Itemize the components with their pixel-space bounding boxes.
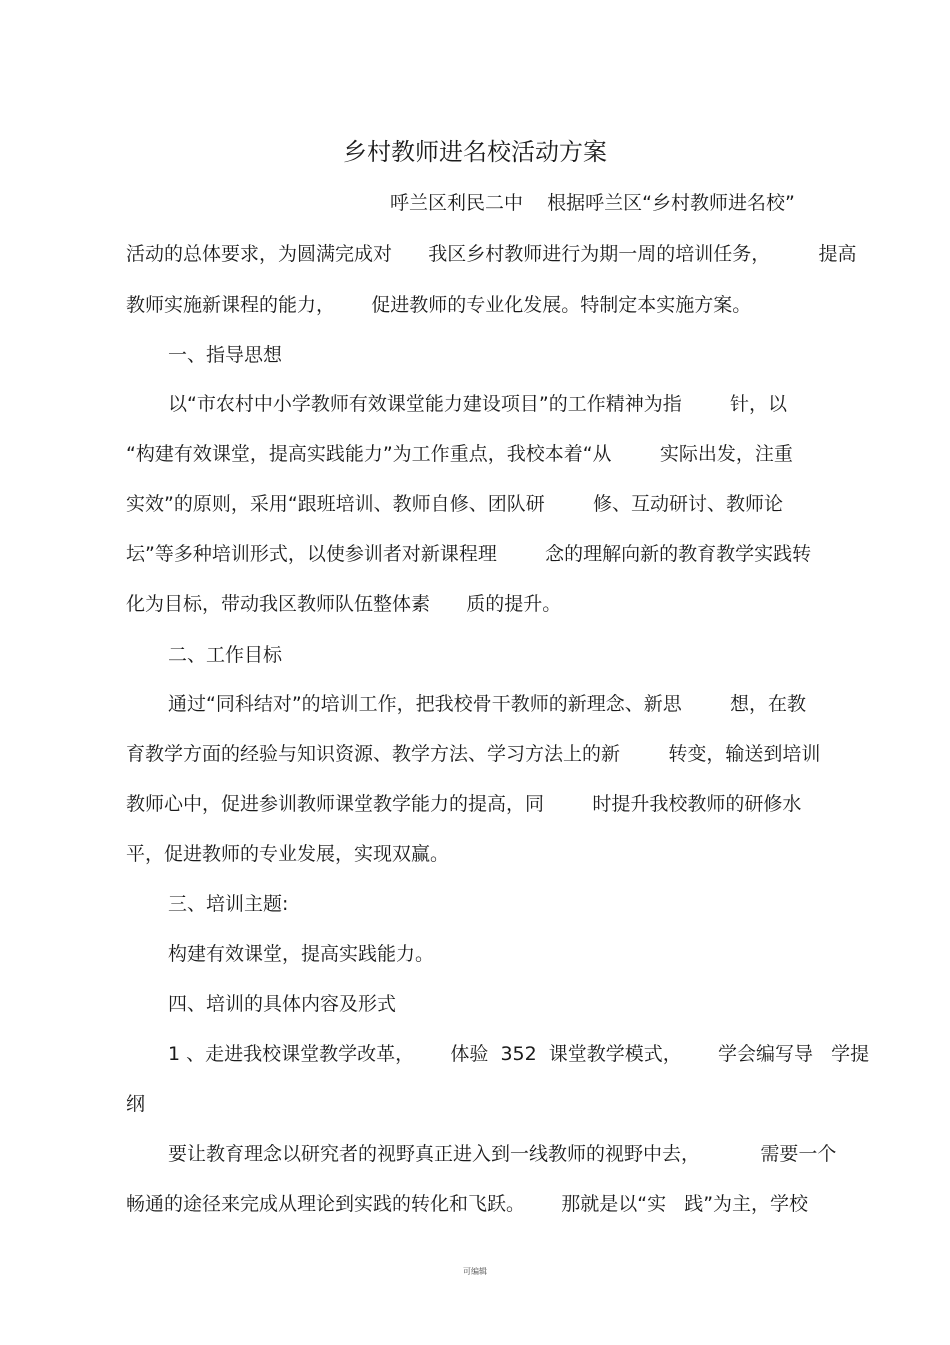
section-heading: 四、培训的具体内容及形式 [168,993,397,1015]
paragraph-line: 1 、走进我校课堂教学改革， 体验 352 课堂教学模式， 学会编写导 学提 [168,1043,870,1065]
paragraph-line: 畅通的途径来完成从理论到实践的转化和飞跃。 那就是以“实 践”为主，学校 [126,1193,809,1215]
page-footer: 可编辑 [463,1267,487,1276]
paragraph-line: 活动的总体要求，为圆满完成对 我区乡村教师进行为期一周的培训任务， 提高 [126,243,857,265]
paragraph-line: 坛”等多种培训形式，以使参训者对新课程理 念的理解向新的教育教学实践转 [126,543,812,565]
section-heading: 一、指导思想 [168,344,283,366]
paragraph-line: 纲 [126,1093,146,1115]
paragraph-line: 化为目标，带动我区教师队伍整体素 质的提升。 [126,593,562,615]
paragraph-line: “构建有效课堂，提高实践能力”为工作重点，我校本着“从 实际出发，注重 [126,443,793,465]
document-title: 乡村教师进名校活动方案 [343,138,607,166]
paragraph-line: 教师心中，促进参训教师课堂教学能力的提高，同 时提升我校教师的研修水 [126,793,802,815]
section-heading: 二、工作目标 [168,644,283,666]
paragraph-line: 呼兰区利民二中 根据呼兰区“乡村教师进名校” [390,192,795,214]
paragraph-line: 平，促进教师的专业发展，实现双赢。 [126,843,450,865]
section-heading: 三、培训主题: [168,893,289,915]
paragraph-line: 以“市农村中小学教师有效课堂能力建设项目”的工作精神为指 针，以 [168,393,788,415]
paragraph-line: 教师实施新课程的能力， 促进教师的专业化发展。特制定本实施方案。 [126,294,752,316]
paragraph-line: 要让教育理念以研究者的视野真正进入到一线教师的视野中去， 需要一个 [168,1143,837,1165]
paragraph-line: 通过“同科结对”的培训工作，把我校骨干教师的新理念、新思 想，在教 [168,693,807,715]
paragraph-line: 实效”的原则，采用“跟班培训、教师自修、团队研 修、互动研讨、教师论 [126,493,784,515]
paragraph-line: 构建有效课堂，提高实践能力。 [168,943,435,965]
paragraph-line: 育教学方面的经验与知识资源、教学方法、学习方法上的新 转变，输送到培训 [126,743,821,765]
